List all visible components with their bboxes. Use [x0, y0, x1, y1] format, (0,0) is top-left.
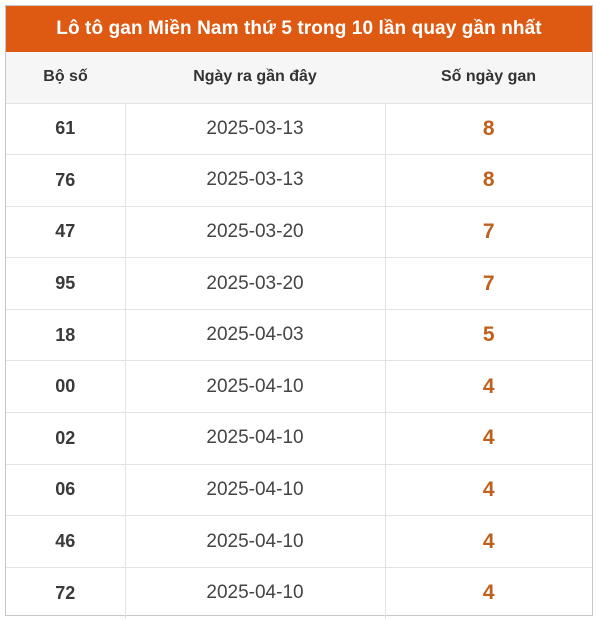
cell-number: 47 [6, 206, 125, 258]
table-row [6, 155, 592, 207]
cell-last-date: 2025-04-10 [125, 413, 385, 465]
cell-gap-days: 8 [385, 103, 592, 155]
cell-number: 06 [6, 464, 125, 516]
cell-last-date: 2025-04-10 [125, 516, 385, 568]
header-number: Bộ số [6, 52, 125, 103]
lottery-gap-table-card [5, 5, 593, 616]
cell-number: 18 [6, 309, 125, 361]
cell-gap-days: 4 [385, 516, 592, 568]
cell-last-date: 2025-04-10 [125, 464, 385, 516]
table-title: Lô tô gan Miền Nam thứ 5 trong 10 lần quay gần nhất [6, 6, 592, 52]
table-row [6, 258, 592, 310]
cell-gap-days: 7 [385, 206, 592, 258]
cell-gap-days: 7 [385, 258, 592, 310]
cell-last-date: 2025-03-20 [125, 206, 385, 258]
table-row [6, 464, 592, 516]
cell-gap-days: 5 [385, 309, 592, 361]
table-row [6, 361, 592, 413]
cell-number: 02 [6, 413, 125, 465]
cell-gap-days: 4 [385, 361, 592, 413]
table-body [6, 103, 592, 619]
header-gap-days: Số ngày gan [385, 52, 592, 103]
cell-last-date: 2025-04-10 [125, 567, 385, 619]
cell-gap-days: 8 [385, 155, 592, 207]
cell-gap-days: 4 [385, 413, 592, 465]
cell-number: 76 [6, 155, 125, 207]
gap-table [6, 52, 592, 619]
table-row [6, 567, 592, 619]
cell-last-date: 2025-04-10 [125, 361, 385, 413]
header-last-date: Ngày ra gần đây [125, 52, 385, 103]
table-row [6, 413, 592, 465]
table-row [6, 516, 592, 568]
cell-last-date: 2025-04-03 [125, 309, 385, 361]
table-row [6, 206, 592, 258]
cell-number: 72 [55, 582, 76, 603]
table-header-row [6, 52, 592, 103]
cell-number: 00 [6, 361, 125, 413]
table-row [6, 103, 592, 155]
cell-gap-days: 4 [385, 567, 592, 619]
cell-gap-days: 4 [385, 464, 592, 516]
cell-last-date: 2025-03-13 [125, 155, 385, 207]
table-row [6, 309, 592, 361]
cell-last-date: 2025-03-20 [125, 258, 385, 310]
cell-number: 46 [6, 516, 125, 568]
cell-number: 61 [6, 103, 125, 155]
cell-last-date: 2025-03-13 [125, 103, 385, 155]
cell-number: 95 [6, 258, 125, 310]
